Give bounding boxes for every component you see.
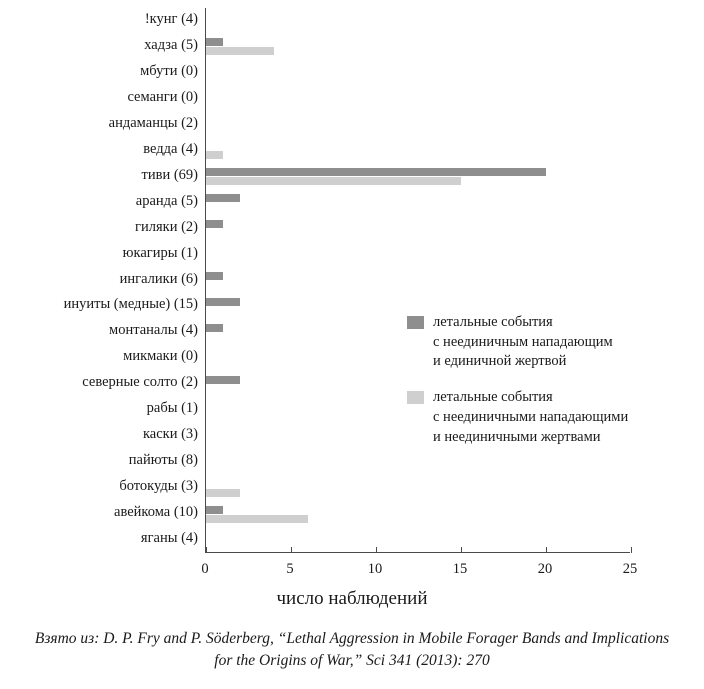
x-axis-tick-label: 0: [201, 561, 209, 577]
bar-segment: [206, 506, 223, 514]
legend-label-light-line1: летальные события: [433, 389, 553, 406]
category-label: ингалики (6): [119, 270, 198, 287]
category-label: северные солто (2): [82, 374, 198, 391]
bar-segment: [206, 515, 308, 523]
bar-segment: [206, 38, 223, 46]
category-label: авейкома (10): [114, 504, 198, 521]
bar-segment: [206, 151, 223, 159]
x-axis-tick-label: 25: [622, 561, 638, 577]
x-axis-tick-label: 15: [452, 561, 468, 577]
category-label: ботокуды (3): [119, 478, 198, 495]
category-label: андаманцы (2): [108, 114, 198, 131]
x-axis-tick: [206, 547, 207, 553]
category-label: !кунг (4): [144, 10, 198, 27]
legend-swatch-icon-dark: [407, 316, 424, 329]
figure-caption: [0, 628, 704, 673]
legend-label-light-line2: с неединичными нападающими: [433, 408, 629, 425]
category-label: пайюты (8): [128, 452, 198, 469]
x-axis-tick: [461, 547, 462, 553]
x-axis-tick: [546, 547, 547, 553]
category-label: каски (3): [142, 426, 198, 443]
legend-label-dark-line1: летальные события: [433, 314, 553, 330]
category-label: юкагиры (1): [122, 244, 198, 261]
figure-caption-line1: Взято из: D. P. Fry and P. Söderberg, “Lethal Aggression in Mobile Forager Bands and Implications: [34, 630, 670, 647]
bar-segment: [206, 272, 223, 280]
category-label: монтаналы (4): [109, 322, 198, 339]
bar-segment: [206, 177, 461, 185]
category-label: семанги (0): [127, 88, 198, 105]
legend-swatch-icon-light: [407, 391, 424, 404]
bar-segment: [206, 489, 240, 497]
legend-label-dark-line2: с неединичным нападающим: [433, 333, 613, 350]
x-axis-tick: [376, 547, 377, 553]
category-label: инуиты (медные) (15): [63, 296, 198, 313]
category-label: ведда (4): [143, 140, 198, 157]
bar-segment: [206, 168, 546, 176]
legend-label-light-line3: и неединичными жертвами: [433, 428, 601, 445]
figure-caption-line2: for the Origins of War,” Sci 341 (2013): 270: [214, 652, 490, 670]
bar-segment: [206, 324, 223, 332]
category-label: хадза (5): [144, 36, 198, 53]
legend-entry-lethal-single-victim: [407, 313, 667, 372]
x-axis-tick-label: 20: [537, 561, 553, 577]
chart-legend: [407, 313, 667, 463]
category-label: рабы (1): [146, 400, 198, 417]
category-label: яганы (4): [140, 530, 198, 547]
bar-segment: [206, 298, 240, 306]
x-axis-title: число наблюдений: [276, 588, 428, 609]
category-label: мбути (0): [140, 62, 198, 79]
bar-segment: [206, 376, 240, 384]
legend-label-dark-line3: и единичной жертвой: [433, 353, 567, 370]
category-label: микмаки (0): [123, 348, 198, 365]
x-axis-tick-label: 5: [286, 561, 294, 577]
category-label: аранда (5): [135, 192, 198, 209]
bar-segment: [206, 194, 240, 202]
x-axis-tick-label: 10: [367, 561, 383, 577]
x-axis-tick: [631, 547, 632, 553]
legend-label-dark: [433, 313, 613, 372]
category-label: гиляки (2): [135, 218, 198, 235]
category-label: тиви (69): [141, 166, 198, 183]
bar-segment: [206, 47, 274, 55]
legend-label-light: [433, 388, 628, 447]
legend-entry-lethal-multiple-victims: [407, 388, 667, 447]
x-axis-tick: [291, 547, 292, 553]
bar-segment: [206, 220, 223, 228]
plot-area: [205, 8, 630, 553]
